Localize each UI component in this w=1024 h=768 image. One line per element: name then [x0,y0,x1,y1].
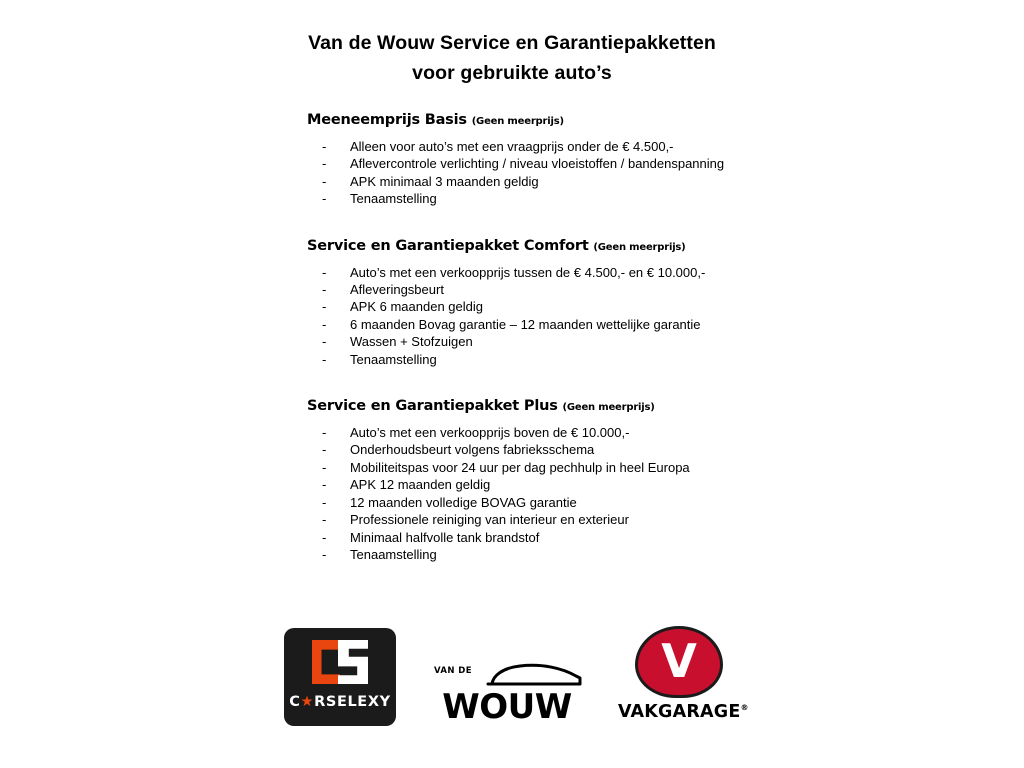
carselexy-logo [284,628,396,726]
list-item [322,155,964,172]
bullet-dash: - [322,316,327,332]
wouw-small-text: VAN DE [434,666,472,676]
list-item [322,546,964,563]
list-item-text: Onderhoudsbeurt volgens fabrieksschema [350,442,595,458]
list-item-text: APK 12 maanden geldig [350,477,491,493]
bullet-dash: - [322,282,327,298]
list-item-text: Aflevercontrole verlichting / niveau vloeistoffen / bandenspanning [350,156,725,172]
list-item-text: APK minimaal 3 maanden geldig [350,173,539,189]
section-list-plus [307,424,964,563]
vakgarage-badge-icon [635,626,723,698]
carselexy-wordmark [284,694,396,710]
list-item [322,333,964,350]
carselexy-text-suffix: RSELEXY [314,694,391,710]
title-line-2: voor gebruikte auto’s [412,62,612,84]
section-plus [307,398,964,563]
list-item-text: Tenaamstelling [350,546,437,562]
list-item [322,264,964,281]
bullet-dash: - [322,442,327,458]
carselexy-c-shape [312,640,340,684]
list-item-text: Minimaal halfvolle tank brandstof [350,529,540,545]
section-heading-comfort [307,238,964,254]
list-item-text: 12 maanden volledige BOVAG garantie [350,494,577,510]
document-title [0,0,1024,88]
bullet-dash: - [322,512,327,528]
list-item [322,281,964,298]
section-note-basis: (Geen meerprijs) [471,116,564,127]
list-item-text: Afleveringsbeurt [350,282,444,298]
bullet-dash: - [322,494,327,510]
bullet-dash: - [322,477,327,493]
bullet-dash: - [322,334,327,350]
list-item-text: 6 maanden Bovag garantie – 12 maanden wettelijke garantie [350,316,701,332]
list-item [322,190,964,207]
section-comfort [307,238,964,368]
carselexy-mark-icon [312,640,368,684]
section-heading-plus [307,398,964,414]
list-item-text: Alleen voor auto’s met een vraagprijs onder de € 4.500,- [350,139,674,154]
list-item [322,441,964,458]
bullet-dash: - [322,546,327,562]
van-de-wouw-logo [432,660,582,726]
bullet-dash: - [322,173,327,189]
list-item-text: Professionele reiniging van interieur en exterieur [350,512,629,528]
list-item-text: Tenaamstelling [350,191,437,207]
bullet-dash: - [322,264,327,280]
section-title-basis: Meeneemprijs Basis [307,112,467,128]
document-body [0,112,1024,563]
list-item [322,316,964,333]
registered-mark: ® [740,703,749,713]
section-note-plus: (Geen meerprijs) [562,402,655,414]
wouw-wordmark: WOUW [442,687,572,727]
section-note-comfort: (Geen meerprijs) [593,241,686,253]
logo-row [0,626,1024,726]
carselexy-s-shape [338,640,368,684]
vakgarage-v-letter: V [661,634,697,689]
vakgarage-wordmark [618,702,749,722]
bullet-dash: - [322,425,327,441]
vakgarage-text: VAKGARAGE [618,702,741,722]
list-item [322,173,964,190]
list-item [322,138,964,155]
list-item [322,529,964,546]
list-item-text: Auto’s met een verkoopprijs tussen de € 4.500,- en € 10.000,- [350,264,706,280]
car-icon [486,662,582,688]
list-item [322,511,964,528]
section-title-comfort: Service en Garantiepakket Comfort [307,237,589,254]
bullet-dash: - [322,139,327,154]
section-list-basis [307,138,964,208]
title-line-1: Van de Wouw Service en Garantiepakketten [308,32,716,54]
bullet-dash: - [322,351,327,367]
list-item-text: APK 6 maanden geldig [350,299,483,315]
list-item [322,459,964,476]
bullet-dash: - [322,299,327,315]
carselexy-text-prefix: C [289,694,301,710]
list-item-text: Auto’s met een verkoopprijs boven de € 10.000,- [350,425,630,441]
list-item [322,494,964,511]
bullet-dash: - [322,156,327,172]
list-item [322,424,964,441]
section-list-comfort [307,264,964,368]
vakgarage-logo [618,626,749,726]
list-item-text: Wassen + Stofzuigen [350,334,473,350]
list-item-text: Mobiliteitspas voor 24 uur per dag pechhulp in heel Europa [350,459,690,475]
section-basis [307,112,964,208]
bullet-dash: - [322,191,327,207]
carselexy-star-icon: ★ [300,694,315,710]
list-item [322,476,964,493]
section-title-plus: Service en Garantiepakket Plus [307,398,558,415]
section-heading-basis [307,112,964,128]
bullet-dash: - [322,459,327,475]
bullet-dash: - [322,529,327,545]
list-item [322,351,964,368]
list-item [322,298,964,315]
list-item-text: Tenaamstelling [350,351,437,367]
